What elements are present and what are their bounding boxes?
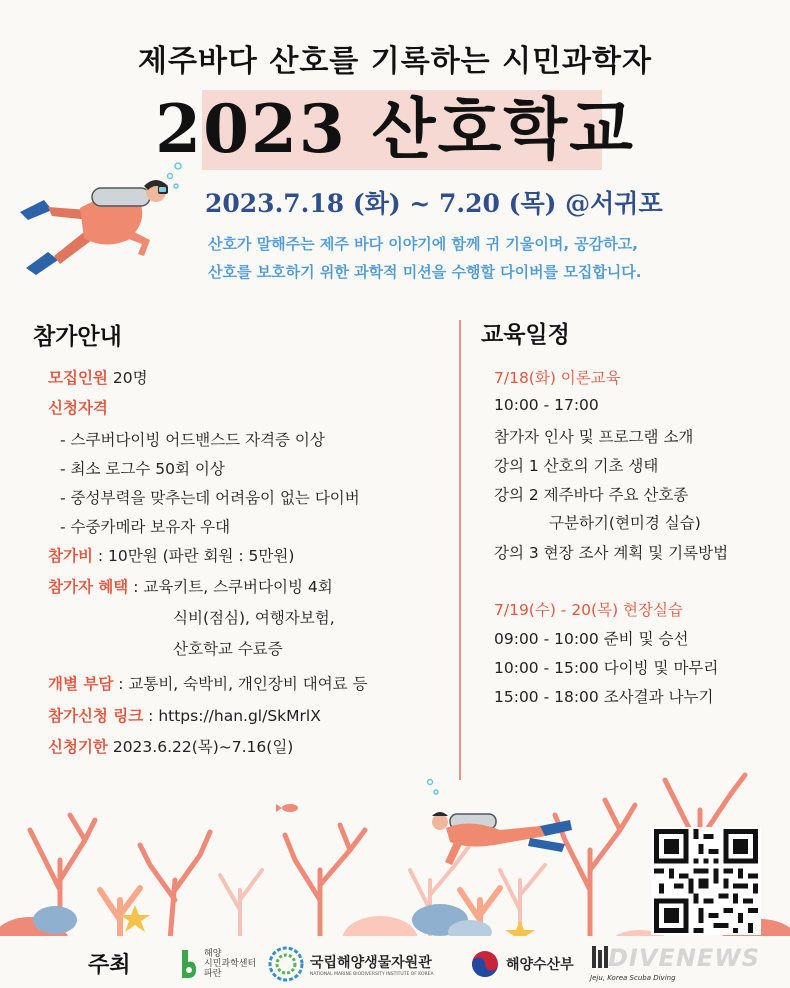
- benefit-label: 참가자 혜택: [48, 578, 129, 596]
- org-paran: [178, 944, 256, 984]
- schedule-item: 강의 1 산호의 기초 생태: [494, 457, 659, 475]
- fee-value: : 10만원 (파란 회원 : 5만원): [92, 547, 295, 565]
- schedule-item: 강의 2 제주바다 주요 산호종: [494, 486, 689, 504]
- diver-illustration: [18, 160, 193, 285]
- qualification-item: - 수중카메라 보유자 우대: [60, 518, 231, 536]
- signup-link[interactable]: : https://han.gl/SkMrlX: [143, 707, 321, 725]
- schedule-section-title: 교육일정: [481, 322, 570, 348]
- schedule-item: 강의 3 현장 조사 계획 및 기록방법: [494, 544, 729, 562]
- benefit-value-1: : 교육키트, 스쿠버다이빙 4회: [128, 578, 333, 596]
- org-paran-line1: 해양: [204, 949, 222, 959]
- taegeuk-logo-icon: [470, 949, 500, 979]
- fee-label: 참가비: [48, 547, 93, 565]
- intro-line-2: 산호를 보호하기 위한 과학적 미션을 수행할 다이버를 모집합니다.: [208, 263, 642, 281]
- recruit-row: [48, 366, 148, 388]
- schedule-item: 15:00 - 18:00 조사결과 나누기: [494, 688, 714, 706]
- schedule-item: 09:00 - 10:00 준비 및 승선: [494, 630, 689, 648]
- self-pay-row: [48, 672, 368, 694]
- day1-header: 7/18(화) 이론교육: [494, 369, 621, 387]
- day2-header: 7/19(수) - 20(목) 현장실습: [494, 601, 683, 619]
- info-section-title: 참가안내: [33, 324, 122, 350]
- paran-logo-icon: [178, 948, 200, 980]
- org-mof: [470, 944, 574, 984]
- qualification-item: - 중성부력을 맞추는데 어려움이 없는 다이버: [60, 489, 360, 507]
- deadline-row: [48, 735, 293, 757]
- qr-code[interactable]: [651, 827, 761, 935]
- poster-title: 2023 산호학교: [155, 90, 635, 168]
- self-pay-label: 개별 부담: [48, 675, 114, 693]
- schedule-item: 10:00 - 17:00: [494, 396, 599, 414]
- benefit-value-2: 식비(점심), 여행자보험,: [173, 609, 335, 627]
- deadline-label: 신청기한: [48, 738, 108, 756]
- signup-link-label: 참가신청 링크: [48, 707, 144, 725]
- signup-link-row: [48, 704, 321, 726]
- fee-row: [48, 544, 294, 566]
- org-mabik-name: 국립해양생물자원관: [310, 954, 432, 971]
- benefit-value-3: 산호학교 수료증: [173, 640, 283, 658]
- org-jeju-scuba-sub: Jeju, Korea Scuba Diving: [590, 974, 676, 982]
- schedule-item: 참가자 인사 및 프로그램 소개: [494, 428, 694, 446]
- schedule-item: 10:00 - 15:00 다이빙 및 마무리: [494, 659, 719, 677]
- org-mabik: [268, 944, 434, 984]
- qualification-label: 신청자격: [48, 399, 108, 417]
- schedule-item: 구분하기(현미경 실습): [549, 514, 701, 532]
- deadline-value: 2023.6.22(목)~7.16(일): [107, 738, 294, 756]
- org-paran-line3: 파란: [204, 969, 222, 979]
- recruit-label: 모집인원: [48, 369, 108, 387]
- column-divider: [459, 320, 461, 780]
- mabik-logo-icon: [268, 946, 304, 982]
- event-date: 2023.7.18 (화) ~ 7.20 (목) @서귀포: [205, 189, 663, 218]
- host-label: 주최: [88, 953, 131, 978]
- divenews-watermark: DIVENEWS: [608, 944, 761, 972]
- self-pay-value: : 교통비, 숙박비, 개인장비 대여료 등: [113, 675, 368, 693]
- recruit-value: 20명: [112, 369, 148, 387]
- poster-subtitle: 제주바다 산호를 기록하는 시민과학자: [137, 44, 652, 79]
- qualification-item: - 최소 로그수 50회 이상: [60, 460, 225, 478]
- org-mabik-sub: NATIONAL MARINE BIODIVERSITY INSTITUTE OF KOREA: [310, 971, 434, 977]
- org-mof-name: 해양수산부: [506, 957, 574, 973]
- intro-line-1: 산호가 말해주는 제주 바다 이야기에 함께 귀 기울이며, 공감하고,: [208, 235, 638, 253]
- benefit-row: [48, 575, 333, 597]
- org-paran-line2: 시민과학센터: [204, 959, 257, 969]
- qualification-item: - 스쿠버다이빙 어드밴스드 자격증 이상: [60, 431, 325, 449]
